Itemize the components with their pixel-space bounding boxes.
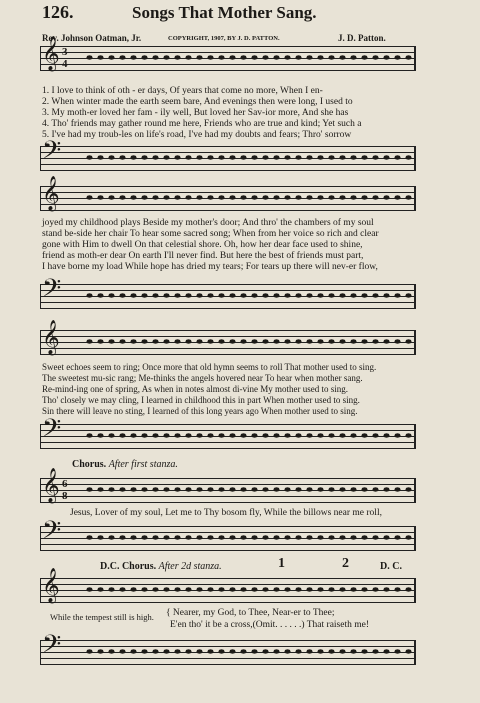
verse-line: 1. I love to think of oth - er days, Of years that come no more, When I en- <box>42 86 323 96</box>
verse-line: 3. My moth-er loved her fam - ily well, But loved her Sav-ior more, And she has <box>42 108 349 118</box>
verse-line: joyed my childhood plays Beside my mother's door; And thro' the chambers of my soul <box>42 218 374 228</box>
notes <box>84 327 412 357</box>
verse-line: The sweetest mu-sic rang; Me-thinks the angels hovered near To hear when mother sang. <box>42 373 363 383</box>
dc-mark: D. C. <box>380 561 402 572</box>
bass-clef-icon: 𝄢 <box>42 274 62 309</box>
time-signature: 3 4 <box>62 46 68 70</box>
treble-clef-icon: 𝄞 <box>42 36 60 71</box>
treble-clef-icon: 𝄞 <box>42 320 60 355</box>
verse-line: 2. When winter made the earth seem bare, And evenings then were long, I used to <box>42 97 353 107</box>
treble-staff <box>40 468 416 504</box>
hymn-number: 126. <box>42 2 74 22</box>
dc-chorus-label: D.C. Chorus. After 2d stanza. <box>100 561 222 572</box>
bass-staff <box>40 630 416 666</box>
bass-clef-icon: 𝄢 <box>42 414 62 449</box>
bass-staff <box>40 274 416 310</box>
time-signature: 6 8 <box>62 478 68 502</box>
verse-line: gone with Him to dwell On that celestial shore. Oh, how her dear face used to shine, <box>42 240 363 250</box>
chorus-label: Chorus. After first stanza. <box>72 459 178 470</box>
treble-clef-icon: 𝄞 <box>42 176 60 211</box>
notes <box>84 575 412 605</box>
notes <box>84 43 412 73</box>
verse-line: stand be-side her chair To hear some sacred song; When from her voice so rich and clear <box>42 229 379 239</box>
copyright: COPYRIGHT, 1907, BY J. D. PATTON. <box>168 35 280 42</box>
dc-line: While the tempest still is high. <box>50 612 154 622</box>
verse-line: 4. Tho' friends may gather round me here, Friends who are true and kind; Yet such a <box>42 119 362 129</box>
notes <box>84 281 412 311</box>
notes <box>84 143 412 173</box>
notes <box>84 421 412 451</box>
verse-line: Sin there will leave no sting, I learned of this long years ago When mother used to sing. <box>42 406 358 416</box>
notes <box>84 523 412 553</box>
dc-line: E'en tho' it be a cross,(Omit. . . . . .) That raiseth me! <box>170 620 370 630</box>
bass-staff <box>40 516 416 552</box>
verse-line: friend as moth-er dear On earth I'll never find. But here the best of friends must part, <box>42 251 364 261</box>
second-ending: 2 <box>342 556 349 571</box>
bass-clef-icon: 𝄢 <box>42 516 62 551</box>
notes <box>84 183 412 213</box>
verse-line: Re-mind-ing one of spring, As when in notes almost di-vine My mother used to sing. <box>42 384 348 394</box>
treble-staff <box>40 320 416 356</box>
treble-clef-icon: 𝄞 <box>42 568 60 603</box>
chorus-line: Jesus, Lover of my soul, Let me to Thy bosom fly, While the billows near me roll, <box>70 508 382 518</box>
treble-clef-icon: 𝄞 <box>42 468 60 503</box>
verse-line: Sweet echoes seem to ring; Once more that old hymn seems to roll That mother used to sing. <box>42 362 377 372</box>
verse-line: Tho' closely we may cling, I learned in childhood this in part When mother used to sing. <box>42 395 360 405</box>
hymn-title: Songs That Mother Sang. <box>132 3 317 22</box>
dc-line: { Nearer, my God, to Thee, Near-er to Thee; <box>166 608 335 618</box>
verse-line: I have borne my load While hope has dried my tears; For tears up there will nev-er flow, <box>42 262 378 272</box>
treble-staff <box>40 568 416 604</box>
bass-staff <box>40 414 416 450</box>
bass-staff <box>40 136 416 172</box>
first-ending: 1 <box>278 556 285 571</box>
lyricist: Rev. Johnson Oatman, Jr. <box>42 33 142 43</box>
composer: J. D. Patton. <box>338 33 386 43</box>
notes <box>84 637 412 667</box>
treble-staff <box>40 176 416 212</box>
verse-line: 5. I've had my troub-les on life's road, I've had my doubts and fears; Thro' sorrow <box>42 130 352 140</box>
notes <box>84 475 412 505</box>
bass-clef-icon: 𝄢 <box>42 136 62 171</box>
bass-clef-icon: 𝄢 <box>42 630 62 665</box>
